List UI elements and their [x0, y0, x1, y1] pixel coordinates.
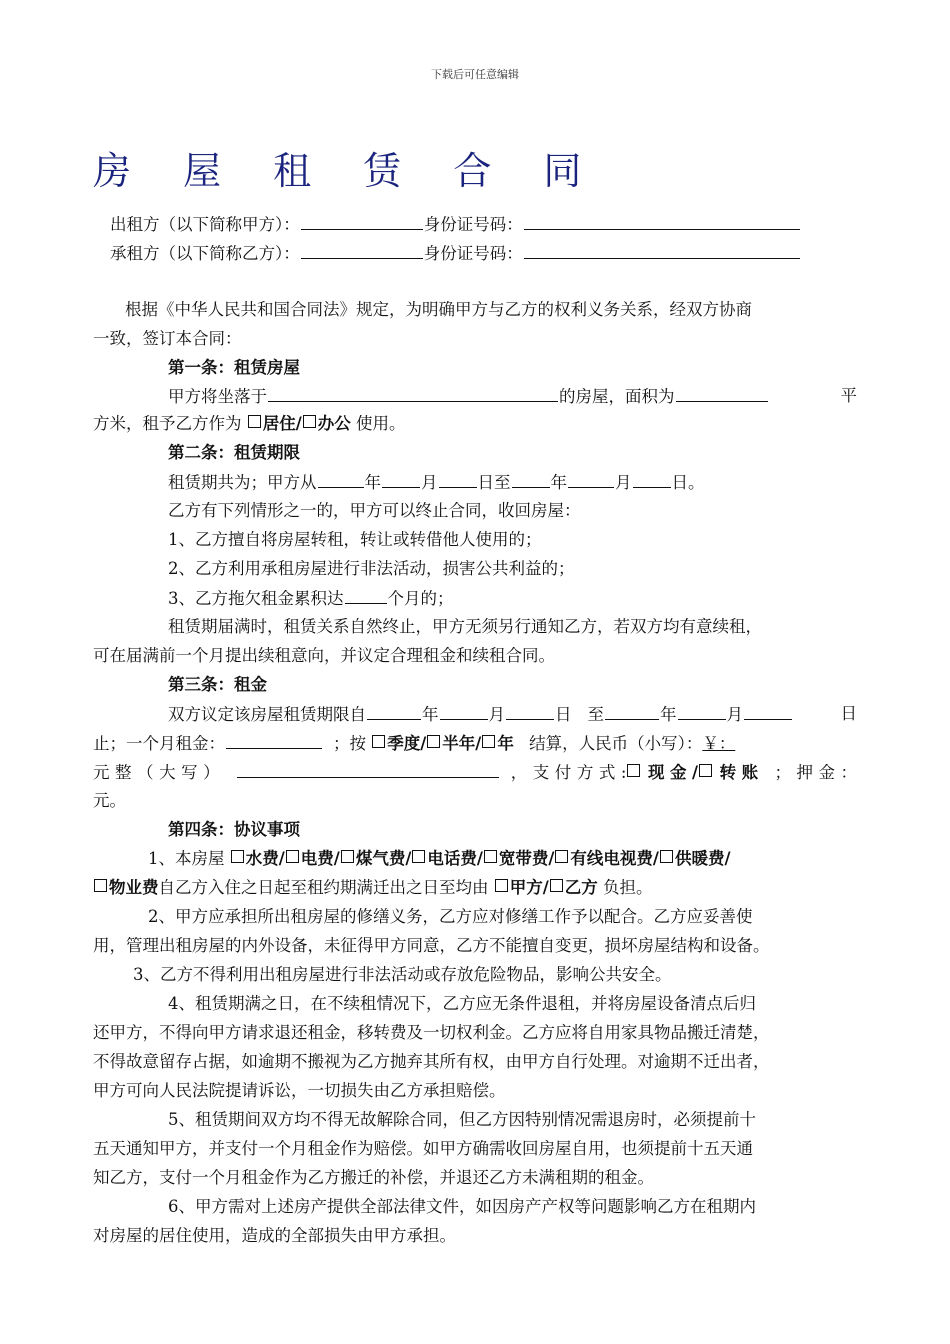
article-4-p5-line-2: 五天通知甲方，并支付一个月租金作为赔偿。如甲方确需收回房屋自用，也须提前十五天通	[93, 1139, 753, 1158]
start-month-field[interactable]	[382, 470, 420, 488]
checkbox-property-fee[interactable]	[94, 879, 107, 892]
article-2-heading: 第二条：租赁期限	[168, 443, 300, 462]
article-3-line-2: 止；一个月租金： ；按 季度/ 半年/ 年 结算，人民币（小写）：￥：	[93, 731, 857, 756]
article-4-p1-line-1: 1、本房屋 水费/ 电费/ 煤气费/ 电话费/ 宽带费/ 有线电视费/ 供暖费/	[148, 849, 731, 868]
monthly-rent-field[interactable]	[226, 731, 322, 749]
area-field[interactable]	[676, 384, 768, 402]
lessee-id-field[interactable]	[524, 241, 800, 259]
lessee-line	[110, 241, 801, 266]
article-3-line-4: 元。	[93, 791, 126, 810]
article-4-p6-line-1: 6、甲方需对上述房产提供全部法律文件，如因房产产权等问题影响乙方在租期内	[168, 1197, 756, 1216]
article-4-p4-line-1: 4、租赁期满之日，在不续租情况下，乙方应无条件退租，并将房屋设备清点后归	[168, 994, 756, 1013]
checkbox-water[interactable]	[231, 850, 244, 863]
article-2-terminate: 乙方有下列情形之一的，甲方可以终止合同，收回房屋：	[168, 501, 581, 520]
amount-in-words-field[interactable]	[237, 760, 499, 778]
rmb-amount-field[interactable]: ￥：	[702, 734, 736, 753]
checkbox-quarter[interactable]	[372, 735, 385, 748]
article-3-line-1: 双方议定该房屋租赁期限自 年 月 日 至 年 月 日	[168, 704, 857, 724]
rent-start-year-field[interactable]	[367, 702, 421, 720]
checkbox-transfer[interactable]	[699, 764, 712, 777]
arrears-months-field[interactable]	[345, 586, 387, 604]
checkbox-electricity[interactable]	[286, 850, 299, 863]
article-2-item-1: 1、乙方擅自将房屋转租，转让或转借他人使用的；	[168, 530, 542, 549]
article-3-line-3: 元整（大写） ，支付方式: 现金/ 转账 ；押金：	[93, 760, 857, 785]
checkbox-half-year[interactable]	[427, 735, 440, 748]
end-day-field[interactable]	[633, 470, 671, 488]
article-4-p5-line-1: 5、租赁期间双方均不得无故解除合同，但乙方因特别情况需退房时，必须提前十	[168, 1110, 756, 1129]
checkbox-gas[interactable]	[341, 850, 354, 863]
end-month-field[interactable]	[568, 470, 614, 488]
intro-line-1: 根据《中华人民共和国合同法》规定，为明确甲方与乙方的权利义务关系，经双方协商	[125, 300, 752, 319]
checkbox-cash[interactable]	[627, 764, 640, 777]
article-2-item-3: 3、乙方拖欠租金累积达 个月的；	[93, 586, 857, 611]
checkbox-year[interactable]	[482, 735, 495, 748]
contract-title: 房 屋 租 赁 合 同	[93, 149, 602, 193]
article-1-line-1: 甲方将坐落于 的房屋，面积为 平	[168, 386, 857, 406]
property-address-field[interactable]	[268, 384, 558, 402]
checkbox-broadband[interactable]	[484, 850, 497, 863]
lessee-id-label: 身份证号码：	[423, 244, 523, 263]
article-3-heading: 第三条：租金	[168, 675, 267, 694]
rent-end-month-field[interactable]	[678, 702, 726, 720]
lessor-name-field[interactable]	[301, 212, 423, 230]
rent-start-day-field[interactable]	[506, 702, 554, 720]
lessor-label: 出租方（以下简称甲方）：	[110, 215, 300, 234]
lessor-id-field[interactable]	[524, 212, 800, 230]
article-2-expire-2: 可在届满前一个月提出续租意向，并议定合理租金和续租合同。	[93, 646, 555, 665]
lessee-label: 承租方（以下简称乙方）：	[110, 244, 300, 263]
article-2-item-2: 2、乙方利用承租房屋进行非法活动，损害公共利益的；	[168, 559, 575, 578]
rent-end-day-field[interactable]	[744, 702, 792, 720]
checkbox-party-a[interactable]	[495, 879, 508, 892]
lessee-name-field[interactable]	[301, 241, 423, 259]
checkbox-office[interactable]	[303, 415, 316, 428]
article-4-p2-line-1: 2、甲方应承担所出租房屋的修缮义务，乙方应对修缮工作予以配合。乙方应妥善使	[148, 907, 753, 926]
rent-start-month-field[interactable]	[440, 702, 488, 720]
end-year-field[interactable]	[512, 470, 550, 488]
article-4-p4-line-4: 甲方可向人民法院提请诉讼，一切损失由乙方承担赔偿。	[93, 1081, 506, 1100]
article-4-p6-line-2: 对房屋的居住使用，造成的全部损失由甲方承担。	[93, 1226, 456, 1245]
start-year-field[interactable]	[318, 470, 364, 488]
lessor-line	[110, 212, 801, 237]
checkbox-cable-tv[interactable]	[555, 850, 568, 863]
checkbox-phone[interactable]	[412, 850, 425, 863]
checkbox-residence[interactable]	[248, 415, 261, 428]
article-4-p5-line-3: 知乙方，支付一个月租金作为乙方搬迁的补偿，并退还乙方未满租期的租金。	[93, 1168, 654, 1187]
article-4-p4-line-3: 不得故意留存占据，如逾期不搬视为乙方抛弃其所有权，由甲方自行处理。对逾期不迁出者，	[93, 1052, 770, 1071]
article-4-p4-line-2: 还甲方，不得向甲方请求退还租金，移转费及一切权利金。乙方应将自用家具物品搬迁清楚，	[93, 1023, 770, 1042]
article-1-heading: 第一条：租赁房屋	[168, 358, 300, 377]
article-4-heading: 第四条：协议事项	[168, 820, 300, 839]
start-day-field[interactable]	[439, 470, 477, 488]
rent-end-year-field[interactable]	[605, 702, 659, 720]
article-2-term-line: 租赁期共为；甲方从 年 月 日至 年 月 日。	[93, 470, 857, 495]
article-4-p2-line-2: 用，管理出租房屋的内外设备，未征得甲方同意，乙方不能擅自变更，损坏房屋结构和设备。	[93, 936, 770, 955]
article-4-p1-line-2: 物业费自乙方入住之日起至租约期满迁出之日至均由 甲方/ 乙方 负担。	[93, 876, 857, 900]
intro-line-2: 一致，签订本合同：	[93, 329, 242, 348]
lessor-id-label: 身份证号码：	[423, 215, 523, 234]
header-note: 下载后可任意编辑	[431, 68, 519, 81]
article-2-expire-1: 租赁期届满时，租赁关系自然终止，甲方无须另行通知乙方，若双方均有意续租，	[168, 617, 762, 636]
article-1-line-2: 方米，租予乙方作为 居住/ 办公 使用。	[93, 414, 406, 433]
checkbox-party-b[interactable]	[550, 879, 563, 892]
checkbox-heating[interactable]	[660, 850, 673, 863]
article-4-p3: 3、乙方不得利用出租房屋进行非法活动或存放危险物品，影响公共安全。	[133, 965, 672, 984]
